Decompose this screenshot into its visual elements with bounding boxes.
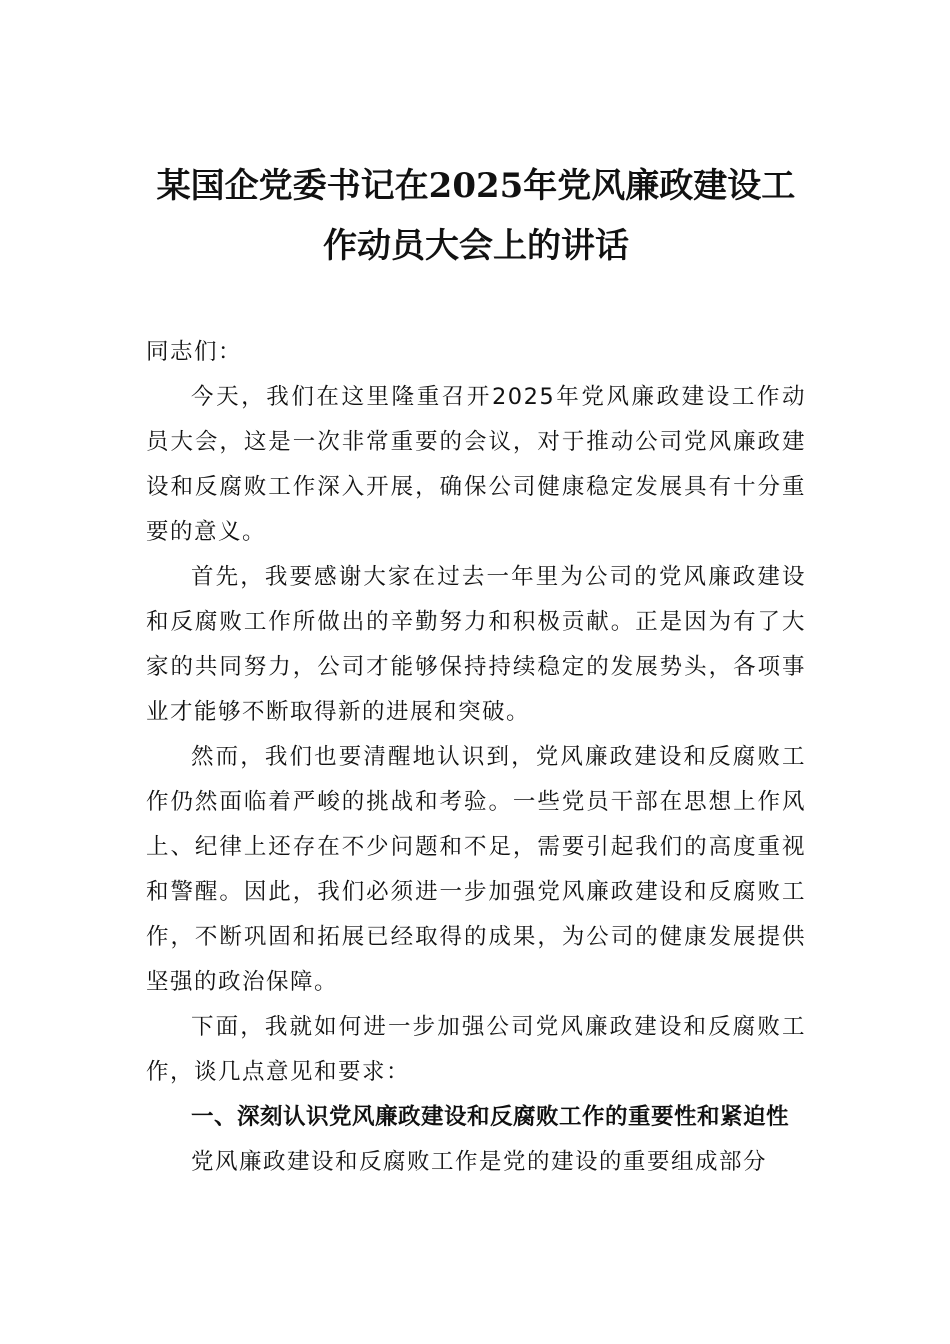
document-title xyxy=(140,156,812,276)
document-page xyxy=(146,0,806,1344)
paragraph-3: 然而，我们也要清醒地认识到，党风廉政建设和反腐败工作仍然面临着严峻的挑战和考验。一些党员干部在思想上作风上、纪律上还存在不少问题和不足，需要引起我们的高度重视和警醒。因此，我们必须进一步加强党风廉政建设和反腐败工作，不断巩固和拓展已经取得的成果，为公司的健康发展提供坚强的政治保障。 xyxy=(146,744,806,995)
paragraph-5: 党风廉政建设和反腐败工作是党的建设的重要组成部分 xyxy=(191,1149,768,1175)
title-line-2: 作动员大会上的讲话 xyxy=(323,226,629,266)
paragraph-2: 首先，我要感谢大家在过去一年里为公司的党风廉政建设和反腐败工作所做出的辛勤努力和积极贡献。正是因为有了大家的共同努力，公司才能够保持持续稳定的发展势头，各项事业才能够不断取得新的进展和突破。 xyxy=(146,564,806,725)
document-body xyxy=(146,330,806,1185)
paragraph-1: 今天，我们在这里隆重召开2025年党风廉政建设工作动员大会，这是一次非常重要的会议，对于推动公司党风廉政建设和反腐败工作深入开展，确保公司健康稳定发展具有十分重要的意义。 xyxy=(146,384,806,545)
salutation: 同志们： xyxy=(146,339,243,365)
paragraph-4: 下面，我就如何进一步加强公司党风廉政建设和反腐败工作，谈几点意见和要求： xyxy=(146,1014,806,1085)
section-heading-1: 一、深刻认识党风廉政建设和反腐败工作的重要性和紧迫性 xyxy=(191,1104,790,1130)
title-line-1: 某国企党委书记在2025年党风廉政建设工 xyxy=(156,166,796,206)
